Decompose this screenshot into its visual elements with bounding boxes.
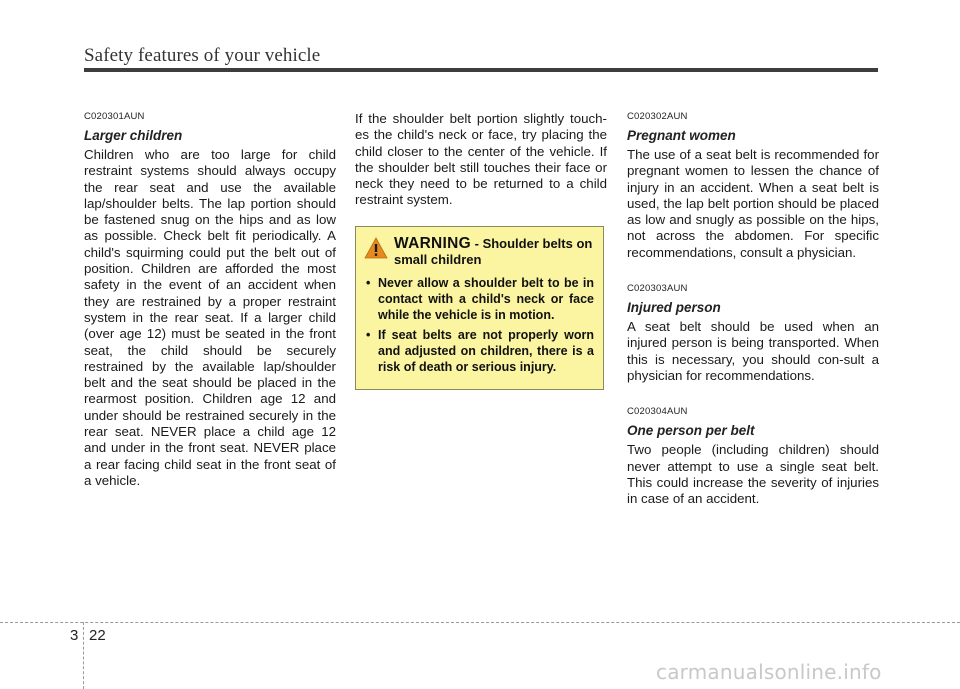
- section-body: A seat belt should be used when an injured person is being transported. When this is necessary, you should con-sult a physician for recommendations.: [627, 319, 879, 383]
- section-code: C020301AUN: [84, 111, 145, 122]
- middle-column: [355, 111, 607, 390]
- section-heading: Larger children: [84, 128, 183, 143]
- section-pregnant-women: [627, 111, 879, 261]
- warning-header: [364, 236, 594, 268]
- warning-item: • If seat belts are not properly worn and adjusted on children, there is a risk of death or serious injury.: [364, 327, 594, 375]
- section-body: The use of a seat belt is recommended for pregnant women to lessen the chance of injury in an accident. When a seat belt is used, the lap belt portion should be placed as low and snugly as possible on the hips, not across the abdomen. For specific recommendations, consult a physician.: [627, 147, 879, 260]
- section-one-person-per-belt: [627, 406, 879, 507]
- chapter-number: 3: [70, 627, 79, 644]
- warning-triangle-icon: [364, 237, 388, 259]
- warning-box: [355, 226, 604, 390]
- footer-divider: [83, 622, 84, 689]
- warning-word: WARNING: [394, 234, 472, 252]
- continued-body: If the shoulder belt portion slightly touch-es the child's neck or face, try placing the child closer to the center of the vehicle. If the shoulder belt still touches their face or neck they need to be returned to a child restraint system.: [355, 111, 607, 208]
- warning-list: [364, 275, 594, 375]
- section-code: C020304AUN: [627, 406, 688, 418]
- warning-title-text: - Shoulder belts on small children: [394, 235, 593, 267]
- left-column: [84, 111, 336, 489]
- warning-item: • Never allow a shoulder belt to be in contact with a child's neck or face while the vehicle is in motion.: [364, 275, 594, 323]
- section-heading: One person per belt: [627, 423, 755, 439]
- section-injured-person: [627, 283, 879, 384]
- watermark: carmanualsonline.info: [656, 660, 882, 684]
- section-code: C020303AUN: [627, 283, 688, 295]
- section-heading: Pregnant women: [627, 128, 736, 143]
- right-column: [627, 111, 879, 529]
- footer-rule: [0, 622, 960, 623]
- section-body: Two people (including children) should never attempt to use a single seat belt. This could increase the severity of injuries in case of an accident.: [627, 442, 879, 507]
- header-rule: [84, 68, 878, 72]
- warning-title: [394, 236, 594, 268]
- section-code: C020302AUN: [627, 111, 688, 122]
- page-header-title: Safety features of your vehicle: [84, 45, 321, 66]
- section-body: Children who are too large for child restraint systems should always occupy the rear seat and use the available lap/shoulder belts. The lap portion should be fastened snug on the hips and as low as possible. Check belt fit periodically. A child's squirming could put the belt out of position. Children are afforded the most safety in the event of an accident when they are restrained by a proper restraint system in the rear seat. If a larger child (over age 12) must be seated in the front seat, the child should be securely restrained by the available lap/shoulder belt and the seat should be placed in the rearmost position. Children age 12 and under should be restrained securely in the rear seat. NEVER place a child age 12 and under in the front seat. NEVER place a rear facing child seat in the front seat of a vehicle.: [84, 147, 336, 488]
- section-heading: Injured person: [627, 300, 721, 316]
- page-number: 22: [89, 627, 106, 644]
